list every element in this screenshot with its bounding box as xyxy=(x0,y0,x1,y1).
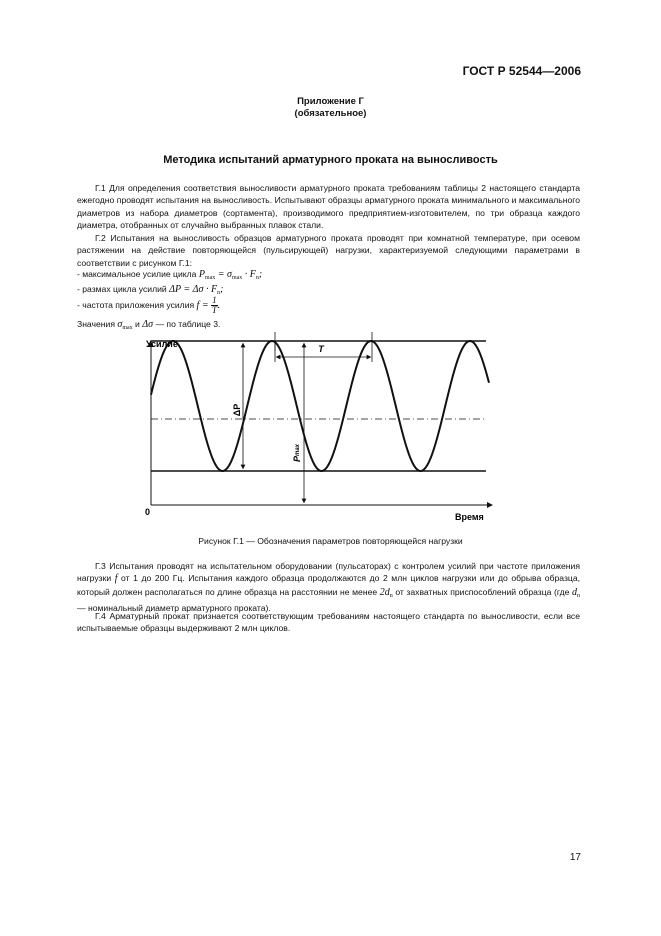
formula-delta-p: $\Delta P = \Delta\sigma \cdot F_n$; xyxy=(169,284,224,296)
paragraph-g4-text: Г.4 Арматурный прокат признается соответствующим требованиям настоящего стандарта по выносливости, если все испытываемые образцы выдерживают 2 млн циклов. xyxy=(77,611,580,634)
appendix-status: (обязательное) xyxy=(294,108,367,119)
x-axis-label: Время xyxy=(455,512,484,522)
list-max-force-label: - максимальное усилие цикла xyxy=(77,269,197,279)
section-title: Методика испытаний арматурного проката на выносливость xyxy=(163,154,498,166)
symbol-delta-sigma: Δσ xyxy=(142,319,154,330)
paragraph-g3-part-b: от 1 до 200 Гц. Испытания каждого образца продолжаются до 2 млн циклов нагрузки или до обрыва образца, который должен располагаться по длине образца на расстоянии не менее xyxy=(77,573,580,597)
range-label: ΔP xyxy=(232,403,242,417)
paragraph-g4 xyxy=(77,610,580,635)
page-number: 17 xyxy=(569,852,581,863)
symbol-f: f xyxy=(114,573,118,585)
y-axis-label: Усилие xyxy=(146,339,178,349)
symbol-dn: $d_n$ xyxy=(572,586,581,599)
values-note-mid: и xyxy=(135,319,140,329)
figure-caption: Рисунок Г.1 — Обозначения параметров повторяющейся нагрузки xyxy=(198,536,463,546)
pmax-label-sub: max xyxy=(295,443,301,456)
values-note-post: — по таблице 3. xyxy=(155,319,221,329)
standard-header: ГОСТ Р 52544—2006 xyxy=(462,64,581,78)
paragraph-g3-part-c: от захватных приспособлений образца (где xyxy=(395,586,570,597)
period-label: T xyxy=(318,344,324,354)
paragraph-g3-part-a: Г.3 Испытания проводят на испытательном оборудовании (пульсаторах) с контролем усилий при частоте приложения нагрузки xyxy=(77,561,580,584)
list-frequency-label: - частота приложения усилия xyxy=(77,299,195,310)
paragraph-g3 xyxy=(77,560,580,615)
load-sine-curve xyxy=(151,341,489,471)
paragraph-g3-part-d: — номинальный диаметр арматурного проката). xyxy=(77,603,271,614)
values-note-pre: Значения xyxy=(77,319,115,329)
symbol-sigma-max: $\sigma_{max}$ xyxy=(117,319,133,331)
symbol-2dn: $2d_n$ xyxy=(379,586,393,599)
appendix-title: Приложение Г xyxy=(297,96,364,107)
paragraph-g2-text: Г.2 Испытания на выносливость образцов арматурного проката проводят при комнатной температуре, при осевом растяжении на действие повторяющейся (пульсирующей) нагрузки, характеризуемой следующими параметрами в соответствии с рисунком Г.1: xyxy=(77,233,580,268)
paragraph-g1-text: Г.1 Для определения соответствия выносливости арматурного проката требованиям таблицы 2 настоящего стандарта ежегодно проводят испытания на выносливость. Испытывают образцы арматурного проката минимального и максимального диаметров из набора диаметров (сортамента), производимого предприятием-изготовителем, по три образца каждого диаметра, отобранных от случайно выбранных плавок стали. xyxy=(77,183,580,231)
pmax-label-main: P xyxy=(292,455,302,462)
formula-pmax: $P_{max} = \sigma_{max} \cdot F_n$; xyxy=(198,269,263,281)
formula-frequency: f = $\frac{1}{T}$ . xyxy=(196,295,221,315)
origin-label: 0 xyxy=(145,507,151,517)
pmax-label xyxy=(292,443,302,462)
list-range-label: - размах цикла усилий xyxy=(77,284,167,294)
